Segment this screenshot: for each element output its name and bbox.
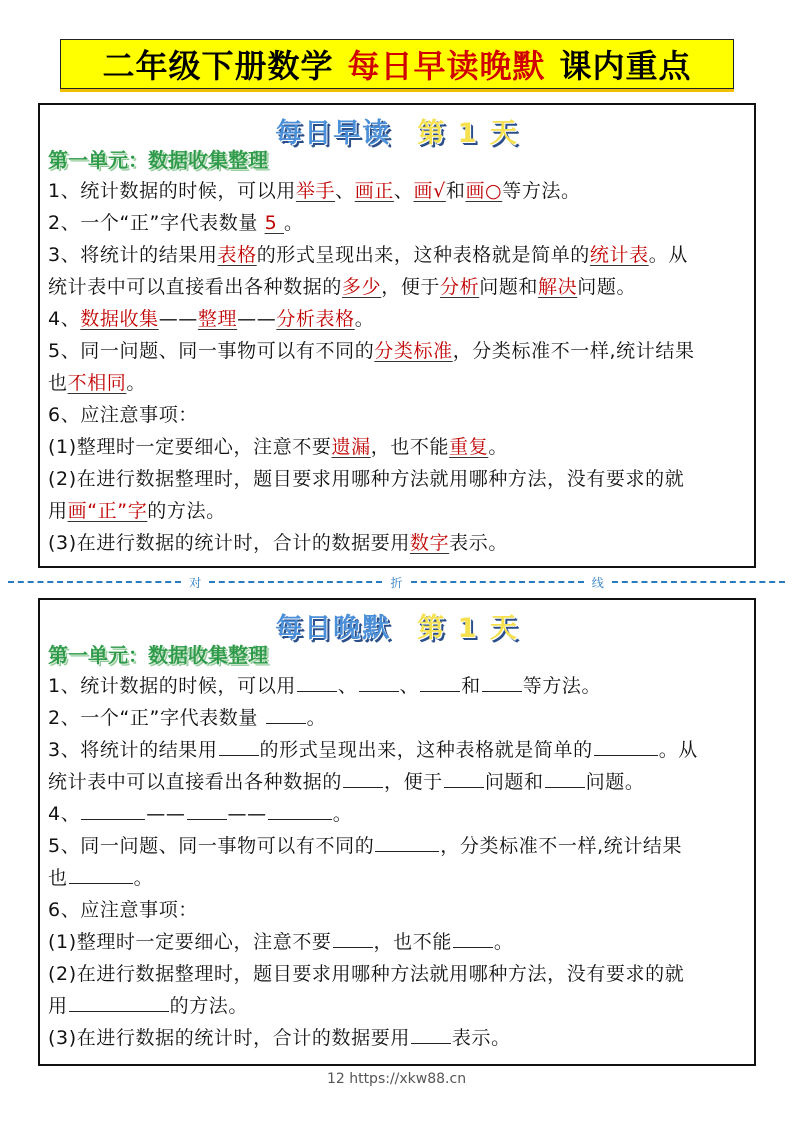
title-right: 课内重点: [559, 47, 692, 85]
line-text: 表示。: [451, 1027, 511, 1049]
page-footer: 12 https://xkw88.cn: [326, 1071, 467, 1087]
text-line: [48, 495, 754, 527]
line-text: 统计表中可以直接看出各种数据的: [48, 771, 343, 793]
answer-text: 多少: [342, 276, 382, 298]
text-line: [48, 367, 754, 399]
answer-blank[interactable]: [297, 673, 337, 692]
text-line: [48, 431, 754, 463]
answer-text: 重复: [449, 436, 489, 458]
answer-blank[interactable]: [482, 673, 522, 692]
answer-blank[interactable]: [187, 801, 227, 820]
line-text: ——: [227, 803, 267, 825]
line-text: 问题。: [577, 276, 637, 298]
answer-blank[interactable]: [594, 737, 658, 756]
fold-dash: [209, 581, 382, 583]
line-text: 。: [283, 212, 304, 234]
text-line: [48, 1022, 754, 1054]
unit-title: 第一单元：数据收集整理: [48, 148, 268, 172]
heading-text: 每日晚默: [275, 613, 392, 644]
line-text: 、: [337, 675, 358, 697]
answer-text: 画“正”字: [67, 500, 148, 522]
line-text: 4、: [48, 308, 81, 330]
line-text: 。: [354, 308, 375, 330]
line-text: 问题和: [479, 276, 539, 298]
text-line: [48, 990, 754, 1022]
answer-blank[interactable]: [333, 929, 373, 948]
line-text: 的方法。: [147, 500, 226, 522]
answer-blank[interactable]: [359, 673, 399, 692]
line-text: 5、同一问题、同一事物可以有不同的: [48, 340, 375, 362]
answer-blank[interactable]: [219, 737, 259, 756]
text-line: [48, 207, 754, 239]
line-text: (3)在进行数据的统计时，合计的数据要用: [48, 532, 410, 554]
section-heading: [40, 111, 754, 149]
answer-text: 统计表: [589, 244, 649, 266]
line-text: 也: [48, 372, 68, 394]
answer-text: 不相同: [67, 372, 127, 394]
line-text: 的方法。: [169, 995, 249, 1017]
heading-text: 每日早读: [275, 118, 392, 149]
answer-blank[interactable]: [420, 673, 460, 692]
line-text: (2)在进行数据整理时，题目要求用哪种方法就用哪种方法，没有要求的就: [48, 468, 685, 490]
fold-dash: [8, 581, 181, 583]
text-line: [48, 926, 754, 958]
line-text: 。: [332, 803, 353, 825]
line-text: (1)整理时一定要细心，注意不要: [48, 931, 332, 953]
line-text: (1)整理时一定要细心，注意不要: [48, 436, 332, 458]
fold-label: 折: [390, 575, 403, 590]
answer-blank[interactable]: [545, 769, 585, 788]
line-text: 6、应注意事项：: [48, 404, 198, 426]
line-text: 。从: [648, 244, 688, 266]
day-label: 第 1 天: [417, 118, 519, 149]
line-text: 等方法。: [502, 180, 581, 202]
text-line: [48, 670, 754, 702]
answer-text: 5: [264, 212, 284, 234]
text-line: [48, 766, 754, 798]
answer-text: 分析: [440, 276, 480, 298]
text-line: [48, 303, 754, 335]
answer-blank[interactable]: [375, 833, 439, 852]
content-lines: [48, 175, 754, 559]
line-text: 问题和: [484, 771, 544, 793]
unit-title: 第一单元：数据收集整理: [48, 643, 268, 667]
text-line: [48, 958, 754, 990]
line-text: 3、将统计的结果用: [48, 739, 218, 761]
text-line: [48, 734, 754, 766]
line-text: 6、应注意事项：: [48, 899, 198, 921]
line-text: 。: [306, 707, 327, 729]
fold-label: 对: [189, 575, 202, 590]
line-text: 等方法。: [522, 675, 602, 697]
line-text: 问题。: [585, 771, 645, 793]
line-text: 、: [335, 180, 355, 202]
text-line: [48, 527, 754, 559]
answer-text: 分析表格: [276, 308, 355, 330]
answer-blank[interactable]: [268, 801, 332, 820]
line-text: ，也不能: [370, 436, 450, 458]
line-text: 统计表中可以直接看出各种数据的: [48, 276, 343, 298]
line-text: ——: [158, 308, 198, 330]
fold-label: 线: [591, 575, 604, 590]
line-text: 和: [445, 180, 466, 202]
line-text: ，也不能: [373, 931, 452, 953]
fold-line: [0, 574, 793, 590]
line-text: 用: [48, 500, 68, 522]
line-text: 。: [493, 931, 514, 953]
line-text: 1、统计数据的时候，可以用: [48, 675, 296, 697]
text-line: [48, 798, 754, 830]
line-text: 的形式呈现出来，这种表格就是简单的: [256, 244, 590, 266]
line-text: 4、: [48, 803, 81, 825]
morning-reading-section: [38, 103, 756, 568]
line-text: 。: [133, 867, 154, 889]
answer-text: 画正: [354, 180, 394, 202]
line-text: (2)在进行数据整理时，题目要求用哪种方法就用哪种方法，没有要求的就: [48, 963, 685, 985]
line-text: 。从: [658, 739, 698, 761]
text-line: [48, 335, 754, 367]
evening-dictation-section: [38, 598, 756, 1066]
line-text: 2、一个“正”字代表数量: [48, 707, 265, 729]
answer-text: 画○: [465, 180, 503, 202]
answer-text: 整理: [197, 308, 238, 330]
text-line: [48, 271, 754, 303]
line-text: (3)在进行数据的统计时，合计的数据要用: [48, 1027, 410, 1049]
line-text: 用: [48, 995, 68, 1017]
page-title: [60, 39, 734, 89]
answer-blank[interactable]: [69, 865, 133, 884]
title-middle: 每日早读晚默: [347, 47, 546, 85]
text-line: [48, 175, 754, 207]
text-line: [48, 862, 754, 894]
line-text: 和: [461, 675, 481, 697]
answer-text: 解决: [538, 276, 578, 298]
answer-text: 表格: [217, 244, 257, 266]
answer-blank[interactable]: [444, 769, 484, 788]
line-text: 、: [399, 675, 420, 697]
content-lines: [48, 670, 754, 1054]
line-text: 、: [393, 180, 414, 202]
line-text: ——: [237, 308, 277, 330]
answer-blank[interactable]: [343, 769, 383, 788]
line-text: ，分类标准不一样,统计结果: [440, 835, 683, 857]
line-text: 。: [488, 436, 508, 458]
line-text: 。: [126, 372, 147, 394]
text-line: [48, 702, 754, 734]
answer-text: 举手: [295, 180, 336, 202]
fold-dash: [612, 581, 785, 583]
answer-text: 遗漏: [331, 436, 371, 458]
day-label: 第 1 天: [417, 613, 519, 644]
line-text: 2、一个“正”字代表数量: [48, 212, 265, 234]
answer-text: 数字: [409, 532, 450, 554]
text-line: [48, 463, 754, 495]
answer-blank[interactable]: [81, 801, 145, 820]
answer-text: 画√: [413, 180, 446, 202]
text-line: [48, 239, 754, 271]
line-text: ——: [146, 803, 186, 825]
line-text: 也: [48, 867, 68, 889]
line-text: 1、统计数据的时候，可以用: [48, 180, 296, 202]
text-line: [48, 399, 754, 431]
section-heading: [40, 606, 754, 644]
answer-text: 分类标准: [374, 340, 453, 362]
title-left: 二年级下册数学: [102, 47, 334, 85]
text-line: [48, 894, 754, 926]
line-text: 5、同一问题、同一事物可以有不同的: [48, 835, 375, 857]
answer-blank[interactable]: [266, 705, 306, 724]
answer-blank[interactable]: [411, 1025, 451, 1044]
fold-dash: [411, 581, 584, 583]
answer-blank[interactable]: [69, 993, 169, 1012]
line-text: 的形式呈现出来，这种表格就是简单的: [259, 739, 593, 761]
answer-text: 数据收集: [80, 308, 159, 330]
line-text: 表示。: [449, 532, 508, 554]
answer-blank[interactable]: [453, 929, 493, 948]
text-line: [48, 830, 754, 862]
line-text: ，便于: [381, 276, 441, 298]
line-text: ，便于: [384, 771, 443, 793]
line-text: ，分类标准不一样,统计结果: [452, 340, 695, 362]
line-text: 3、将统计的结果用: [48, 244, 218, 266]
